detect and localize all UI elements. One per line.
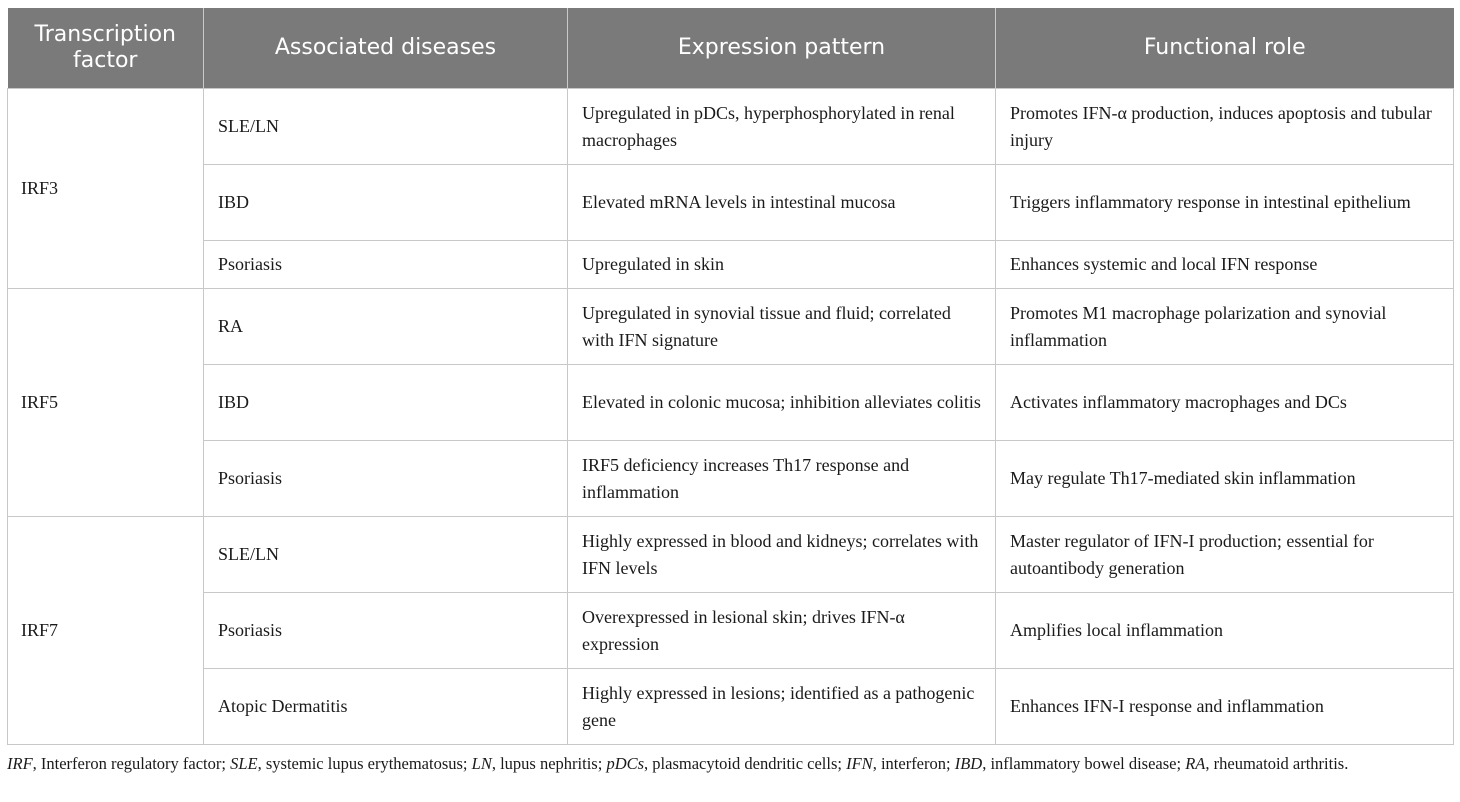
footnote-text: , Interferon regulatory factor;	[32, 754, 231, 773]
factor-cell: IRF3	[8, 89, 204, 289]
role-cell: Enhances IFN-I response and inflammation	[996, 669, 1454, 745]
footnote-text: , inflammatory bowel disease;	[982, 754, 1186, 773]
disease-cell: Psoriasis	[204, 441, 568, 517]
expression-cell: Elevated mRNA levels in intestinal mucosa	[568, 165, 996, 241]
table-row	[8, 241, 1454, 289]
irf-table-container	[7, 8, 1453, 745]
footnote-abbr: LN	[471, 754, 492, 773]
role-cell: Master regulator of IFN-I production; essential for autoantibody generation	[996, 517, 1454, 593]
disease-cell: RA	[204, 289, 568, 365]
expression-cell: IRF5 deficiency increases Th17 response and inflammation	[568, 441, 996, 517]
table-row	[8, 289, 1454, 365]
footnote-abbr: RA	[1185, 754, 1206, 773]
table-footnote	[7, 752, 1453, 775]
role-cell: Promotes IFN-α production, induces apoptosis and tubular injury	[996, 89, 1454, 165]
irf-table	[7, 8, 1454, 745]
disease-cell: IBD	[204, 365, 568, 441]
expression-cell: Overexpressed in lesional skin; drives IFN-α expression	[568, 593, 996, 669]
table-row	[8, 165, 1454, 241]
disease-cell: SLE/LN	[204, 89, 568, 165]
disease-cell: Psoriasis	[204, 241, 568, 289]
table-row	[8, 441, 1454, 517]
footnote-text: , plasmacytoid dendritic cells;	[644, 754, 847, 773]
table-row	[8, 89, 1454, 165]
expression-cell: Highly expressed in blood and kidneys; correlates with IFN levels	[568, 517, 996, 593]
table-header-row	[8, 8, 1454, 89]
header-functional-role: Functional role	[996, 8, 1454, 89]
role-cell: Triggers inflammatory response in intestinal epithelium	[996, 165, 1454, 241]
footnote-abbr: IBD	[954, 754, 983, 773]
role-cell: May regulate Th17-mediated skin inflammation	[996, 441, 1454, 517]
disease-cell: Atopic Dermatitis	[204, 669, 568, 745]
header-associated-diseases: Associated diseases	[204, 8, 568, 89]
expression-cell: Upregulated in skin	[568, 241, 996, 289]
factor-cell: IRF7	[8, 517, 204, 745]
factor-cell: IRF5	[8, 289, 204, 517]
role-cell: Amplifies local inflammation	[996, 593, 1454, 669]
expression-cell: Upregulated in synovial tissue and fluid; correlated with IFN signature	[568, 289, 996, 365]
expression-cell: Upregulated in pDCs, hyperphosphorylated in renal macrophages	[568, 89, 996, 165]
footnote-text: , lupus nephritis;	[491, 754, 607, 773]
role-cell: Promotes M1 macrophage polarization and synovial inflammation	[996, 289, 1454, 365]
footnote-abbr: IRF	[7, 754, 33, 773]
header-transcription-factor: Transcription factor	[8, 8, 204, 89]
table-row	[8, 669, 1454, 745]
footnote-text: , rheumatoid arthritis.	[1205, 754, 1349, 773]
footnote-text: , systemic lupus erythematosus;	[257, 754, 472, 773]
role-cell: Enhances systemic and local IFN response	[996, 241, 1454, 289]
footnote-abbr: pDCs	[606, 754, 645, 773]
footnote-abbr: IFN	[846, 754, 873, 773]
disease-cell: Psoriasis	[204, 593, 568, 669]
table-row	[8, 517, 1454, 593]
footnote-abbr: SLE	[230, 754, 258, 773]
expression-cell: Elevated in colonic mucosa; inhibition alleviates colitis	[568, 365, 996, 441]
table-row	[8, 593, 1454, 669]
disease-cell: SLE/LN	[204, 517, 568, 593]
table-row	[8, 365, 1454, 441]
header-expression-pattern: Expression pattern	[568, 8, 996, 89]
role-cell: Activates inflammatory macrophages and DCs	[996, 365, 1454, 441]
expression-cell: Highly expressed in lesions; identified as a pathogenic gene	[568, 669, 996, 745]
footnote-text: , interferon;	[872, 754, 955, 773]
disease-cell: IBD	[204, 165, 568, 241]
